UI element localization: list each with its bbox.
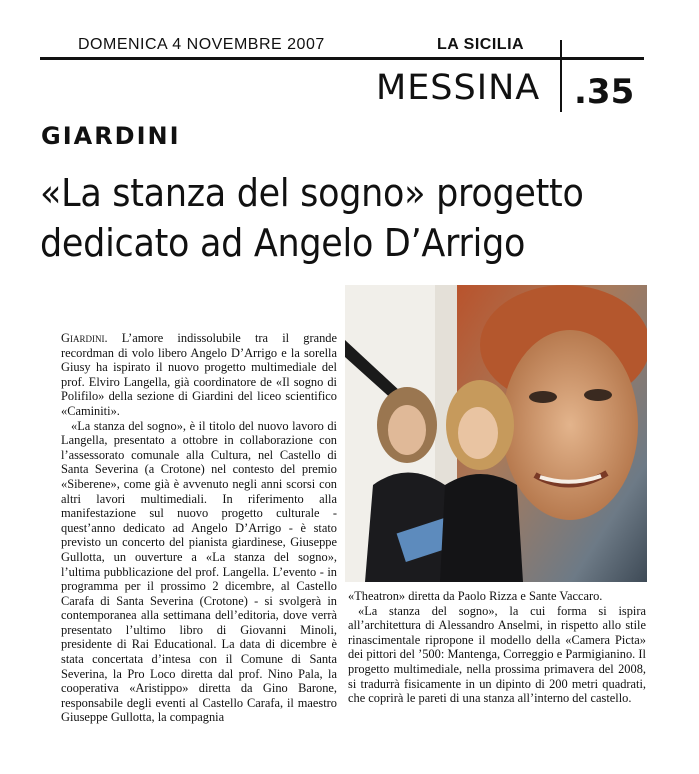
section-name: MESSINA <box>376 68 541 108</box>
headline-line-2: dedicato ad Angelo D’Arrigo <box>40 221 526 265</box>
article-photo <box>345 285 647 582</box>
newspaper-name: LA SICILIA <box>437 36 525 53</box>
article-headline <box>40 168 610 268</box>
headline-line-1: «La stanza del sogno» progetto <box>40 171 584 215</box>
page-number: .35 <box>574 72 635 112</box>
article-column-left <box>61 331 337 725</box>
dateline: Giardini. <box>61 331 108 345</box>
paragraph-4: «La stanza del sogno», la cui forma si ispira all’architettura di Alessandro Anselmi, in rispetto allo stile rinascimentale ripropone il modello della «Camera Picta» dei pittori del ’500: Mantenga, Correggio e Parmigianino. Il progetto multimediale, nella prossima primavera del 2008, si tradurrà fisicamente in un dipinto di 200 metri quadrati, che coprirà le pareti di una stanza all’interno del castello. <box>348 603 646 706</box>
article-kicker: GIARDINI <box>41 122 181 150</box>
header-rule <box>40 57 644 60</box>
paragraph-2: «La stanza del sogno», è il titolo del nuovo lavoro di Langella, presentato a ottobre in collaborazione con l’assessorato comunale alla Cultura, nel Castello di Santa Severina (a Crotone) nel contesto del premio «Siberene», come già è avvenuto negli anni scorsi con altri lavori multimediali. In riferimento alla manifestazione sul nuovo progetto culturale - quest’anno dedicato ad Angelo D’Arrigo - è stato previsto un concerto del pianista giardinese, Giuseppe Gullotta, un ouverture a «La stanza del sogno», l’ultima pubblicazione del prof. Langella. L’evento - in programma per il prossimo 2 dicembre, al Castello Carafa di Santa Severina (Crotone) - si svolgerà in contemporanea alla settimana dell’editoria, dove verrà presentato l’ultimo libro di Giovanni Minoli, presidente di Rai Educational. La data di dicembre è stata concertata d’intesa con il Comune di Santa Severina, la Pro Loco diretta dal prof. Nino Pala, la cooperativa «Aristippo» diretta da Gino Barone, responsabile degli eventi al Castello Carafa, il maestro Giuseppe Gullotta, la compagnia <box>61 418 337 725</box>
article-column-right <box>348 589 646 706</box>
paragraph-1 <box>61 331 337 419</box>
paragraph-3: «Theatron» diretta da Paolo Rizza e Sante Vaccaro. <box>348 589 603 603</box>
paragraph-1-text: L’amore indissolubile tra il grande recordman di volo libero Angelo D’Arrigo e la sorella Giusy ha ispirato il nuovo progetto multimediale del prof. Elviro Langella, già coordinatore de «Il sogno di Polifilo» della sezione di Giardini del liceo scientifico «Caminiti». <box>61 331 337 418</box>
header-divider <box>560 40 562 112</box>
photo-illustration <box>345 285 647 582</box>
header-date: DOMENICA 4 NOVEMBRE 2007 <box>78 36 325 53</box>
